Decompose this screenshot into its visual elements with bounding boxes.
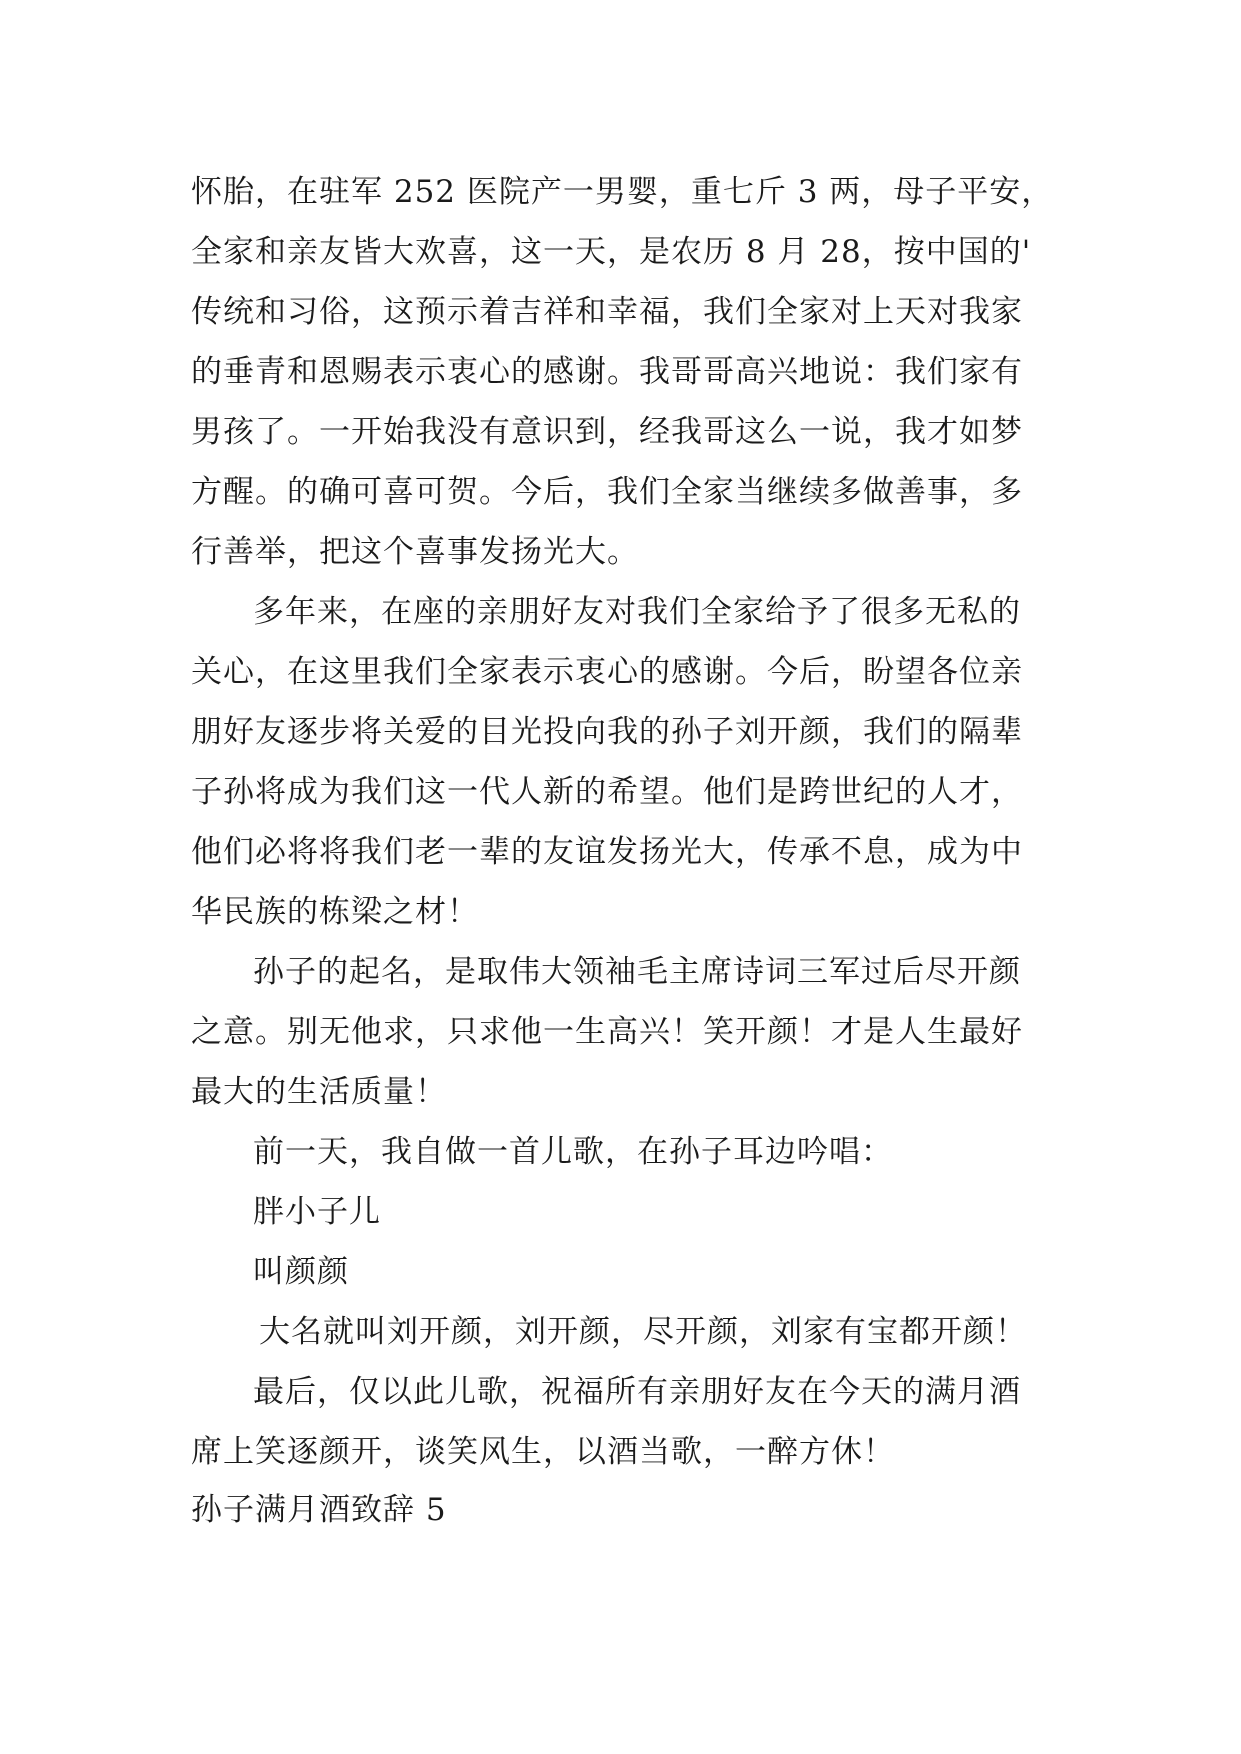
song-line: 胖小子儿 — [253, 1194, 381, 1230]
text-line: 的垂青和恩赐表示衷心的感谢。我哥哥高兴地说：我们家有 — [191, 354, 1023, 390]
text-line: 华民族的栋梁之材！ — [191, 894, 479, 930]
paragraph-first-line: 前一天，我自做一首儿歌，在孙子耳边吟唱： — [253, 1134, 893, 1170]
paragraph-first-line: 最后，仅以此儿歌，祝福所有亲朋好友在今天的满月酒 — [253, 1374, 1021, 1410]
text-line: 最大的生活质量！ — [191, 1074, 447, 1110]
text-line: 行善举，把这个喜事发扬光大。 — [191, 534, 639, 570]
section-title: 孙子满月酒致辞 5 — [191, 1492, 447, 1528]
paragraph-first-line: 孙子的起名，是取伟大领袖毛主席诗词三军过后尽开颜 — [253, 954, 1021, 990]
text-line: 关心，在这里我们全家表示衷心的感谢。今后，盼望各位亲 — [191, 654, 1023, 690]
text-line: 席上笑逐颜开，谈笑风生，以酒当歌，一醉方休！ — [191, 1434, 895, 1470]
text-line: 男孩了。一开始我没有意识到，经我哥这么一说，我才如梦 — [191, 414, 1023, 450]
text-line: 传统和习俗，这预示着吉祥和幸福，我们全家对上天对我家 — [191, 294, 1023, 330]
text-line: 朋好友逐步将关爱的目光投向我的孙子刘开颜，我们的隔辈 — [191, 714, 1023, 750]
text-line: 方醒。的确可喜可贺。今后，我们全家当继续多做善事，多 — [191, 474, 1023, 510]
text-line: 子孙将成为我们这一代人新的希望。他们是跨世纪的人才， — [191, 774, 1023, 810]
song-line: 叫颜颜 — [253, 1254, 349, 1290]
text-line: 怀胎，在驻军 252 医院产一男婴，重七斤 3 两，母子平安， — [191, 174, 1054, 210]
paragraph-first-line: 多年来，在座的亲朋好友对我们全家给予了很多无私的 — [253, 594, 1021, 630]
text-line: 之意。别无他求，只求他一生高兴！笑开颜！才是人生最好 — [191, 1014, 1023, 1050]
text-line: 他们必将将我们老一辈的友谊发扬光大，传承不息，成为中 — [191, 834, 1023, 870]
text-line: 全家和亲友皆大欢喜，这一天，是农历 8 月 28，按中国的' — [191, 234, 1032, 270]
document-body — [191, 162, 1054, 1482]
song-line: 大名就叫刘开颜，刘开颜，尽开颜，刘家有宝都开颜！ — [259, 1314, 1027, 1350]
